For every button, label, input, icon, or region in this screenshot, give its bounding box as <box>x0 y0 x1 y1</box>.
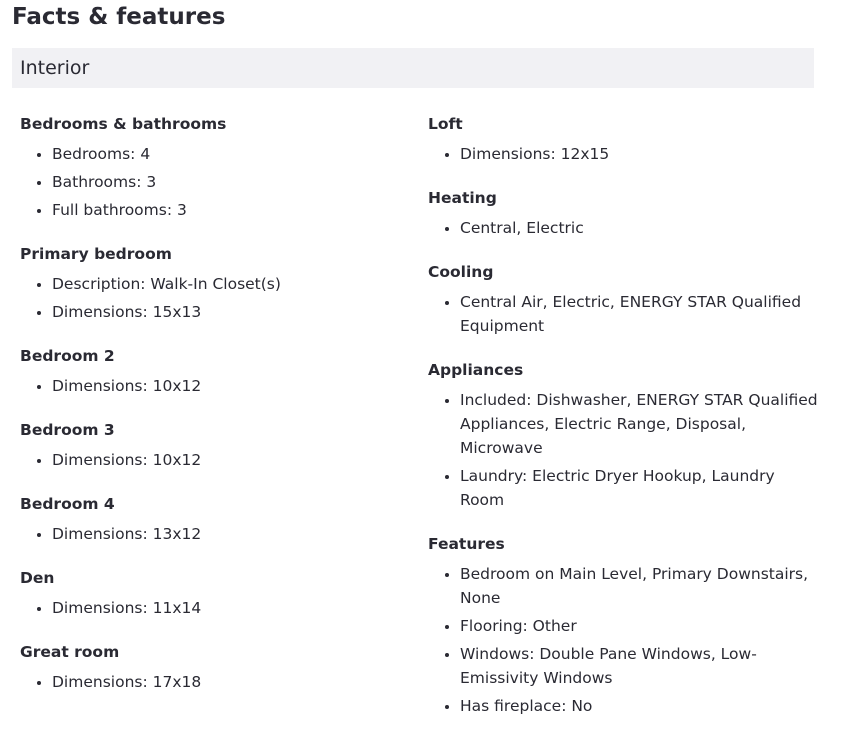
feature-list <box>20 596 400 620</box>
group-title: Cooling <box>428 263 494 281</box>
feature-list <box>20 374 400 398</box>
list-item: • Dimensions: 10x12 <box>52 374 400 398</box>
list-item: • Description: Walk-In Closet(s) <box>52 272 400 296</box>
page-title: Facts & features <box>12 4 226 30</box>
list-item: • Laundry: Electric Dryer Hookup, Laundry Room <box>460 464 823 512</box>
list-item: • Central Air, Electric, ENERGY STAR Qualified Equipment <box>460 290 823 338</box>
group-title: Loft <box>428 115 463 133</box>
list-item: • Full bathrooms: 3 <box>52 198 400 222</box>
feature-list <box>20 448 400 472</box>
feature-list <box>20 142 400 222</box>
feature-list <box>428 142 823 166</box>
list-item: • Dimensions: 11x14 <box>52 596 400 620</box>
group-title: Den <box>20 569 55 587</box>
feature-list <box>20 522 400 546</box>
group-bedrooms-bathrooms <box>20 112 400 222</box>
group-title: Great room <box>20 643 120 661</box>
list-item: • Bedrooms: 4 <box>52 142 400 166</box>
list-item: • Central, Electric <box>460 216 823 240</box>
list-item: • Bedroom on Main Level, Primary Downstairs, None <box>460 562 823 610</box>
feature-list <box>428 290 823 338</box>
feature-list <box>428 388 823 512</box>
group-cooling <box>428 260 823 338</box>
list-item: • Dimensions: 10x12 <box>52 448 400 472</box>
list-item: • Included: Dishwasher, ENERGY STAR Qualified Appliances, Electric Range, Disposal, Microwave <box>460 388 823 460</box>
feature-list <box>428 216 823 240</box>
list-item: • Bathrooms: 3 <box>52 170 400 194</box>
list-item: • Windows: Double Pane Windows, Low-Emissivity Windows <box>460 642 823 690</box>
group-title: Bedroom 3 <box>20 421 115 439</box>
group-title: Features <box>428 535 505 553</box>
group-title: Bedroom 2 <box>20 347 115 365</box>
group-primary-bedroom <box>20 242 400 324</box>
group-great-room <box>20 640 400 694</box>
group-title: Heating <box>428 189 497 207</box>
feature-list <box>20 272 400 324</box>
group-heating <box>428 186 823 240</box>
group-title: Bedroom 4 <box>20 495 115 513</box>
list-item: • Dimensions: 12x15 <box>460 142 823 166</box>
group-bedroom-3 <box>20 418 400 472</box>
group-bedroom-4 <box>20 492 400 546</box>
group-title: Primary bedroom <box>20 245 172 263</box>
group-loft <box>428 112 823 166</box>
group-den <box>20 566 400 620</box>
group-appliances <box>428 358 823 512</box>
list-item: • Has fireplace: No <box>460 694 823 718</box>
group-title: Bedrooms & bathrooms <box>20 115 227 133</box>
feature-list <box>20 670 400 694</box>
list-item: • Dimensions: 17x18 <box>52 670 400 694</box>
list-item: • Dimensions: 13x12 <box>52 522 400 546</box>
feature-list <box>428 562 823 718</box>
right-column <box>428 112 823 738</box>
left-column <box>20 112 400 714</box>
list-item: • Flooring: Other <box>460 614 823 638</box>
group-bedroom-2 <box>20 344 400 398</box>
section-header-interior[interactable]: Interior <box>12 48 814 88</box>
group-title: Appliances <box>428 361 524 379</box>
group-features <box>428 532 823 718</box>
list-item: • Dimensions: 15x13 <box>52 300 400 324</box>
